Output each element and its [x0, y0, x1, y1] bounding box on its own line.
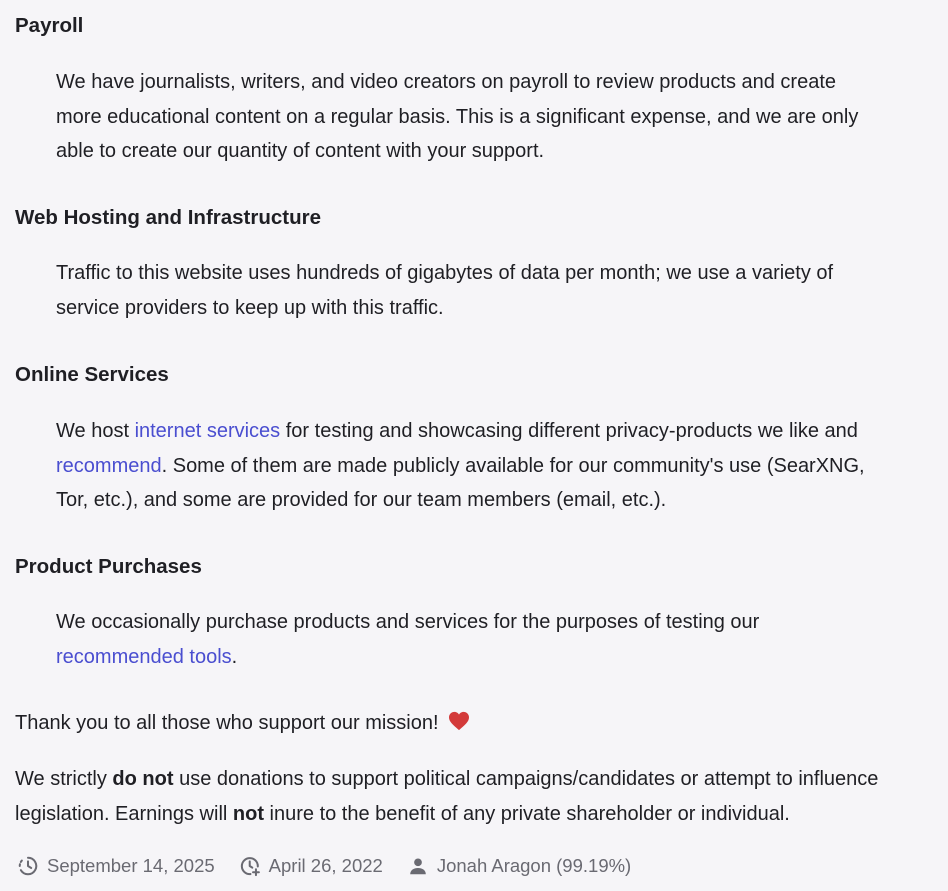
- purchases-description: [15, 605, 948, 674]
- online-services-description: [15, 414, 948, 518]
- purchases-period: .: [231, 645, 238, 668]
- online-line-2: [56, 449, 948, 484]
- hosting-heading: Web Hosting and Infrastructure: [15, 206, 322, 229]
- online-services-heading: Online Services: [15, 363, 169, 386]
- online-text-mid: for testing and showcasing different privacy-products we like and: [280, 420, 858, 442]
- disclaimer-text-3: legislation. Earnings will: [15, 802, 233, 825]
- online-services-section: [15, 361, 169, 389]
- payroll-line-1: We have journalists, writers, and video creators on payroll to review products and create: [56, 71, 837, 93]
- created-date: April 26, 2022: [268, 855, 383, 876]
- online-line-3: Tor, etc.), and some are provided for our team members (email, etc.).: [56, 489, 667, 511]
- payroll-section: [15, 12, 83, 40]
- clock-plus-icon: [239, 855, 261, 877]
- hosting-line-2: service providers to keep up with this traffic.: [56, 296, 444, 319]
- recommended-tools-link[interactable]: recommended tools: [56, 645, 232, 668]
- online-line-1: [56, 414, 948, 449]
- recommend-link[interactable]: recommend: [56, 454, 162, 477]
- purchases-heading: Product Purchases: [15, 555, 202, 578]
- disclaimer-text-1: We strictly: [15, 768, 113, 790]
- payroll-line-3: able to create our quantity of content with your support.: [56, 140, 545, 162]
- disclaimer-bold-not: not: [232, 802, 264, 825]
- payroll-heading: Payroll: [15, 14, 84, 37]
- heart-icon: [448, 711, 470, 731]
- online-text-pre: We host: [56, 420, 135, 442]
- created-date-item: [239, 855, 383, 877]
- hosting-description: [15, 256, 948, 325]
- last-updated-date: September 14, 2025: [47, 855, 215, 876]
- page-meta: [17, 855, 655, 877]
- person-icon: [407, 855, 429, 877]
- purchases-line-1: We occasionally purchase products and services for the purposes of testing our: [56, 611, 760, 633]
- disclaimer-text-2: use donations to support political campaigns/candidates or attempt to influence: [173, 768, 879, 790]
- purchases-line-2: [56, 640, 948, 675]
- disclaimer-line-1: [15, 768, 878, 790]
- hosting-line-1: Traffic to this website uses hundreds of gigabytes of data per month; we use a variety of: [56, 262, 834, 284]
- payroll-description: [15, 65, 948, 169]
- clock-updated-icon: [17, 855, 39, 877]
- disclaimer-text-4: inure to the benefit of any private shareholder or individual.: [263, 802, 790, 825]
- internet-services-link[interactable]: internet services: [134, 420, 281, 442]
- payroll-line-2: more educational content on a regular basis. This is a significant expense, and we are only: [56, 105, 859, 128]
- disclaimer-line-2: [15, 803, 790, 825]
- purchases-section: [15, 553, 202, 581]
- author-name[interactable]: Jonah Aragon (99.19%): [436, 855, 632, 876]
- thanks-text: Thank you to all those who support our mission!: [15, 712, 439, 734]
- author-item: [407, 855, 631, 877]
- disclaimer-bold-do-not: do not: [112, 768, 174, 790]
- disclaimer-paragraph: [15, 762, 948, 831]
- hosting-section: [15, 204, 321, 232]
- online-text-after: . Some of them are made publicly available for our community's use (SearXNG,: [161, 454, 865, 477]
- thanks-paragraph: [15, 706, 945, 741]
- last-updated: [17, 855, 215, 877]
